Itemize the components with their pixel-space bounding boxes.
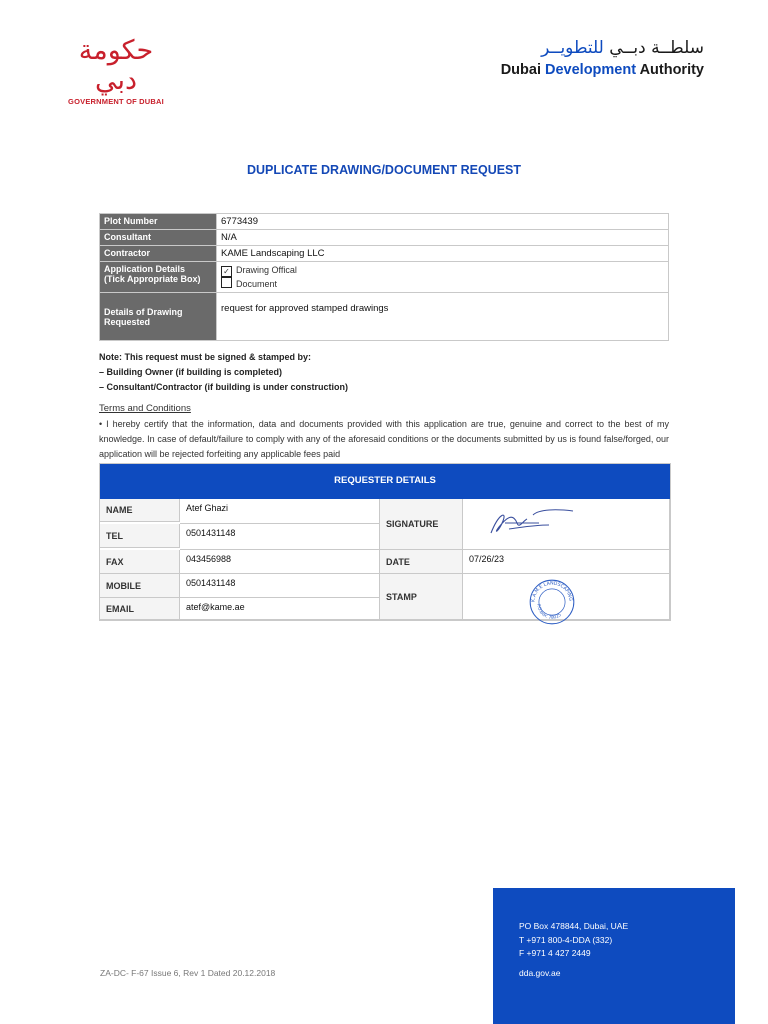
footer-website-link[interactable]: dda.gov.ae (519, 968, 561, 978)
fax-label: FAX (100, 550, 180, 574)
company-stamp-image (519, 578, 585, 626)
form-code: ZA-DC- F-67 Issue 6, Rev 1 Dated 20.12.2018 (100, 968, 276, 978)
tel-label: TEL (100, 524, 180, 548)
consultant-value: N/A (217, 230, 669, 246)
gov-logo-arabic: حكومة دبي (78, 35, 154, 96)
gov-logo-english: GOVERNMENT OF DUBAI (68, 97, 164, 106)
requester-details-heading: REQUESTER DETAILS (100, 464, 670, 499)
checkbox-checked-icon[interactable]: ✓ (221, 266, 232, 277)
signature-label: SIGNATURE (380, 499, 463, 550)
svg-text:K.A.M.E LANDSCAPING (530, 580, 573, 602)
date-value: 07/26/23 (463, 550, 670, 574)
details-requested-value: request for approved stamped drawings (217, 293, 669, 341)
mobile-label: MOBILE (100, 574, 180, 598)
dda-en-part1: Dubai (500, 62, 541, 78)
dda-logo-arabic (501, 38, 704, 58)
stamp-label: STAMP (380, 574, 463, 620)
stamp-text-top: K.A.M.E LANDSCAPING (531, 581, 573, 603)
dda-ar-part1: سلطــة دبــي (609, 38, 704, 58)
email-label: EMAIL (100, 598, 180, 620)
note-line-3: – Consultant/Contractor (if building is under construction) (99, 382, 348, 392)
mobile-value: 0501431148 (180, 574, 380, 598)
details-requested-label-line1: Details of Drawing (104, 306, 183, 317)
plot-number-value: 6773439 (217, 214, 669, 230)
dda-en-part3: Authority (639, 62, 704, 78)
signature-image (469, 503, 579, 543)
page-title: DUPLICATE DRAWING/DOCUMENT REQUEST (246, 163, 522, 177)
footer-fax: F +971 4 427 2449 (519, 948, 591, 958)
application-details-label (100, 262, 217, 293)
requester-grid (100, 499, 670, 620)
table-row (100, 246, 669, 262)
terms-text: • I hereby certify that the information, data and documents provided with this application are true, genuine and correct to the best of my knowledge. In case of default/failure to comply with any of the aforesaid conditions or the documents submitted by us is found false/forged, our application will be rejected forfeiting any applicable fees paid (99, 419, 669, 459)
fax-value: 043456988 (180, 550, 380, 574)
email-value: atef@kame.ae (180, 598, 380, 620)
dda-logo-english (501, 62, 704, 78)
option-document[interactable] (221, 277, 664, 290)
details-requested-label-line2: Requested (104, 316, 151, 327)
dda-logo (501, 38, 704, 78)
signing-note (99, 350, 348, 395)
dda-en-part2: Development (545, 62, 637, 78)
footer-address: PO Box 478844, Dubai, UAE (519, 921, 629, 931)
footer-contact-lines (519, 920, 628, 961)
name-label: NAME (100, 499, 180, 522)
application-details-options (217, 262, 669, 293)
consultant-label: Consultant (100, 230, 217, 246)
application-details-label-line2: (Tick Appropriate Box) (104, 274, 201, 284)
stamp-area (463, 574, 670, 620)
note-line-1: Note: This request must be signed & stamped by: (99, 352, 312, 362)
date-label: DATE (380, 550, 463, 574)
signature-area (463, 499, 670, 550)
option-drawing-official-label: Drawing Offical (236, 265, 297, 275)
plot-number-label: Plot Number (100, 214, 217, 230)
details-requested-label (100, 293, 217, 341)
table-row (100, 230, 669, 246)
application-details-label-line1: Application Details (104, 264, 186, 274)
tel-value: 0501431148 (180, 524, 380, 550)
contractor-label: Contractor (100, 246, 217, 262)
svg-text:P.O.Box: 78025 (535, 604, 562, 621)
contractor-value: KAME Landscaping LLC (217, 246, 669, 262)
checkbox-empty-icon[interactable] (221, 277, 232, 288)
dda-ar-part2: للتطويــر (541, 38, 604, 58)
table-row (100, 214, 669, 230)
footer-contact-box (493, 888, 735, 1024)
footer-phone: T +971 800-4-DDA (332) (519, 934, 613, 945)
note-line-2: – Building Owner (if building is completed) (99, 367, 283, 377)
terms-heading: Terms and Conditions (99, 403, 191, 414)
name-value: Atef Ghazi (180, 499, 380, 524)
government-of-dubai-logo (66, 36, 166, 106)
stamp-text-bottom: P.O.Box: 78025 (535, 603, 563, 621)
requester-details-table (99, 463, 671, 621)
table-row (100, 262, 669, 293)
option-document-label: Document (236, 279, 278, 289)
table-row (100, 293, 669, 341)
option-drawing-official[interactable] (221, 264, 664, 277)
application-table (99, 213, 669, 341)
